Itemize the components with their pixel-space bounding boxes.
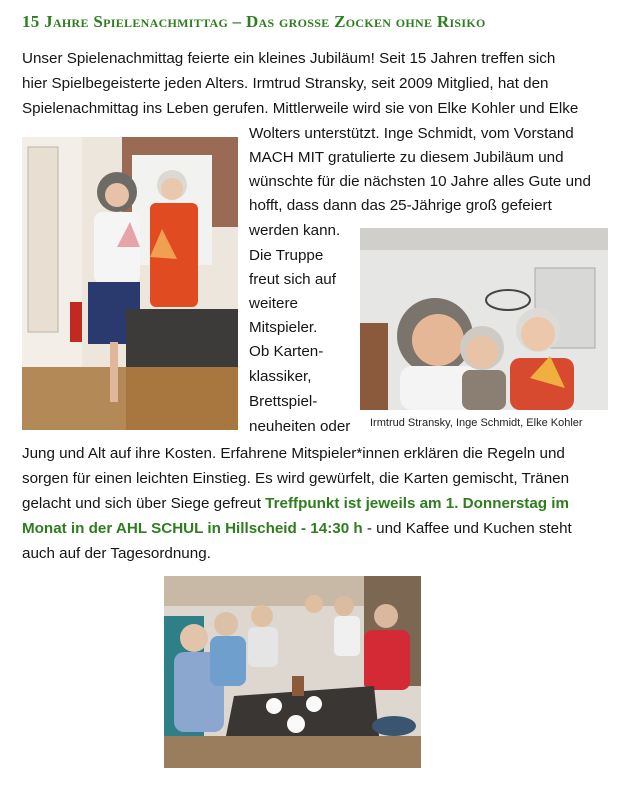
body-line-12: Mitspieler. [249, 319, 318, 336]
body-line-10: freut sich auf [249, 271, 336, 288]
body-line-14: klassiker, [249, 368, 312, 385]
photo-two-women-flowers [22, 137, 238, 430]
body-line-3: Spielenachmittag ins Leben gerufen. Mittlerweile wird sie von Elke Kohler und Elke [22, 100, 579, 117]
body-line-20-text: - und Kaffee und Kuchen steht [362, 520, 572, 537]
body-line-9: Die Truppe [249, 247, 324, 264]
photo-group-at-table [164, 576, 421, 768]
body-line-8: werden kann. [249, 222, 341, 239]
photo-three-women-selfie [360, 228, 608, 410]
body-line-6: wünschte für die nächsten 10 Jahre alles Gute und [249, 173, 591, 190]
body-line-16: neuheiten oder [249, 418, 351, 435]
body-line-19 [22, 494, 569, 514]
meeting-info-highlight: Treffpunkt ist jeweils am 1. Donnerstag im [265, 495, 569, 512]
body-line-15: Brettspiel- [249, 393, 318, 410]
article-title: 15 Jahre Spielenachmittag – Das grosse Zocken ohne Risiko [22, 12, 486, 31]
meeting-info-highlight-2: Monat in der AHL SCHUL in Hillscheid - 14:30 h [22, 520, 363, 537]
body-line-13: Ob Karten- [249, 343, 324, 360]
body-line-4: Wolters unterstützt. Inge Schmidt, vom Vorstand [249, 125, 574, 142]
body-line-20 [22, 519, 572, 539]
body-line-1: Unser Spielenachmittag feierte ein kleines Jubiläum! Seit 15 Jahren treffen sich [22, 50, 556, 67]
body-line-7: hofft, dass dann das 25-Jährige groß gefeiert [249, 197, 552, 214]
body-line-11: weitere [249, 295, 298, 312]
body-line-19-text: gelacht und sich über Siege gefreut [22, 495, 266, 512]
body-line-17: Jung und Alt auf ihre Kosten. Erfahrene Mitspieler*innen erklären die Regeln und [22, 445, 565, 462]
body-line-21: auch auf der Tagesordnung. [22, 545, 211, 562]
body-line-18: sorgen für einen leichten Einstieg. Es wird gewürfelt, die Karten gemischt, Tränen [22, 470, 570, 487]
body-line-2: hier Spielbegeisterte jeden Alters. Irmtrud Stransky, seit 2009 Mitglied, hat den [22, 75, 549, 92]
photo-caption: Irmtrud Stransky, Inge Schmidt, Elke Kohler [370, 417, 583, 429]
body-line-5: MACH MIT gratulierte zu diesem Jubiläum und [249, 149, 564, 166]
